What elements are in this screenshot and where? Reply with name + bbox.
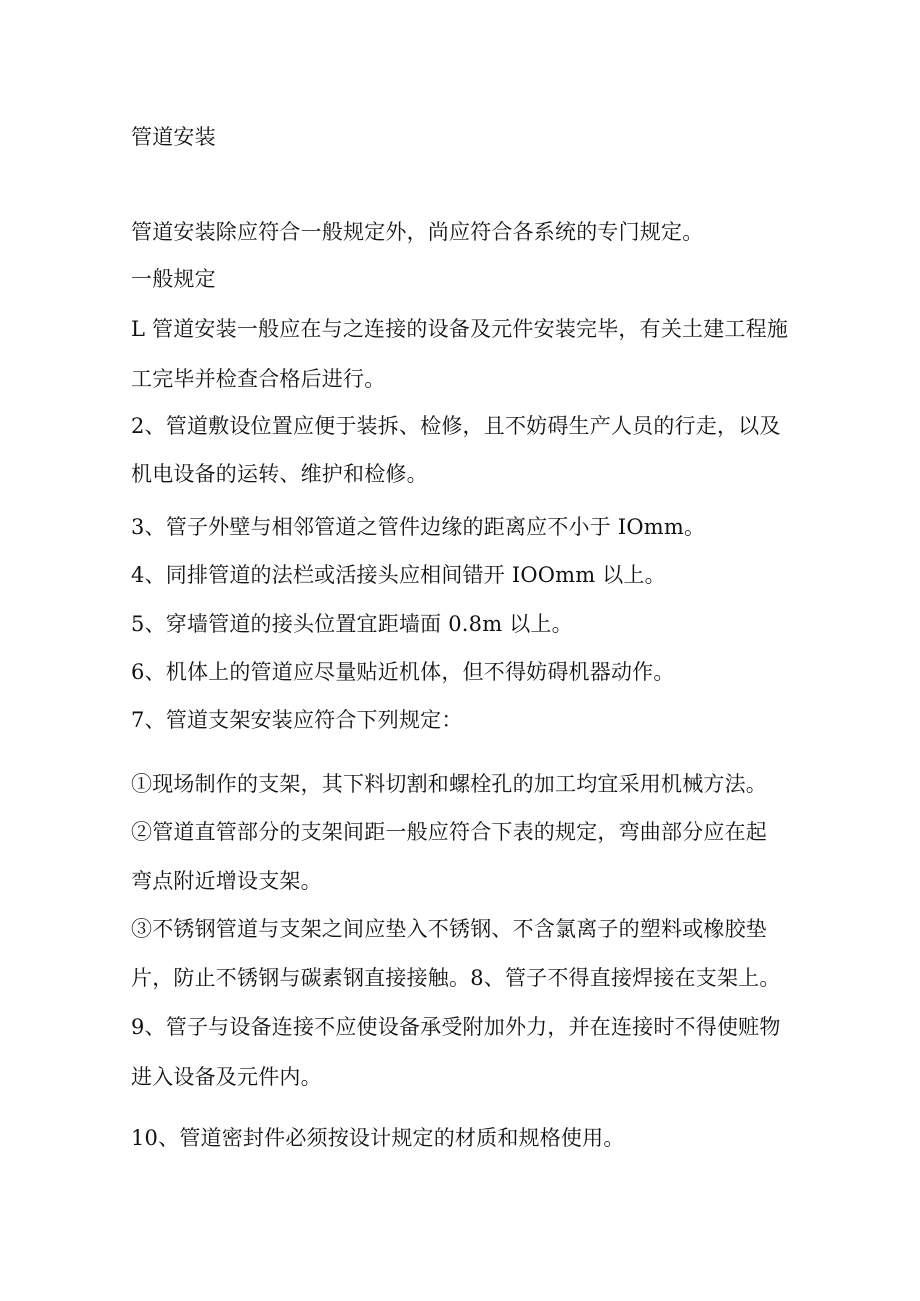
page-title: 管道安装	[131, 125, 216, 149]
intro-paragraph: 管道安装除应符合一般规定外，尚应符合各系统的专门规定。	[131, 220, 704, 244]
sub-rule-2-line-2: 弯点附近增设支架。	[131, 869, 322, 893]
rule-item-4: 4、同排管道的法栏或活接头应相间错开 IOOmm 以上。	[131, 563, 666, 587]
sub-rule-2-line-1: ②管道直管部分的支架间距一般应符合下表的规定，弯曲部分应在起	[131, 820, 767, 844]
sub-rule-3-line-2: 片，防止不锈钢与碳素钢直接接触。8、管子不得直接焊接在支架上。	[131, 966, 781, 990]
rule-item-3: 3、管子外壁与相邻管道之管件边缘的距离应不小于 IOmm。	[131, 515, 706, 539]
rule-item-1-line-1: L 管道安装一般应在与之连接的设备及元件安装完毕，有关土建工程施	[131, 317, 789, 341]
rule-item-6: 6、机体上的管道应尽量贴近机体，但不得妨碍机器动作。	[131, 660, 675, 684]
rule-item-2-line-1: 2、管道敷设位置应便于装拆、检修，且不妨碍生产人员的行走，以及	[131, 414, 781, 438]
rule-item-9-line-2: 进入设备及元件内。	[131, 1065, 322, 1089]
section-heading: 一般规定	[131, 267, 216, 291]
rule-item-10: 10、管道密封件必须按设计规定的材质和规格使用。	[131, 1126, 625, 1150]
sub-rule-1: ①现场制作的支架，其下料切割和螺栓孔的加工均宜采用机械方法。	[131, 772, 767, 796]
rule-item-5: 5、穿墙管道的接头位置宜距墙面 0.8m 以上。	[131, 612, 573, 636]
rule-item-7: 7、管道支架安装应符合下列规定：	[131, 708, 463, 732]
rule-item-2-line-2: 机电设备的运转、维护和检修。	[131, 462, 428, 486]
rule-item-9-line-1: 9、管子与设备连接不应使设备承受附加外力，并在连接时不得使赃物	[131, 1015, 781, 1039]
sub-rule-3-line-1: ③不锈钢管道与支架之间应垫入不锈钢、不含氯离子的塑料或橡胶垫	[131, 917, 767, 941]
rule-item-1-line-2: 工完毕并检查合格后进行。	[131, 367, 386, 391]
